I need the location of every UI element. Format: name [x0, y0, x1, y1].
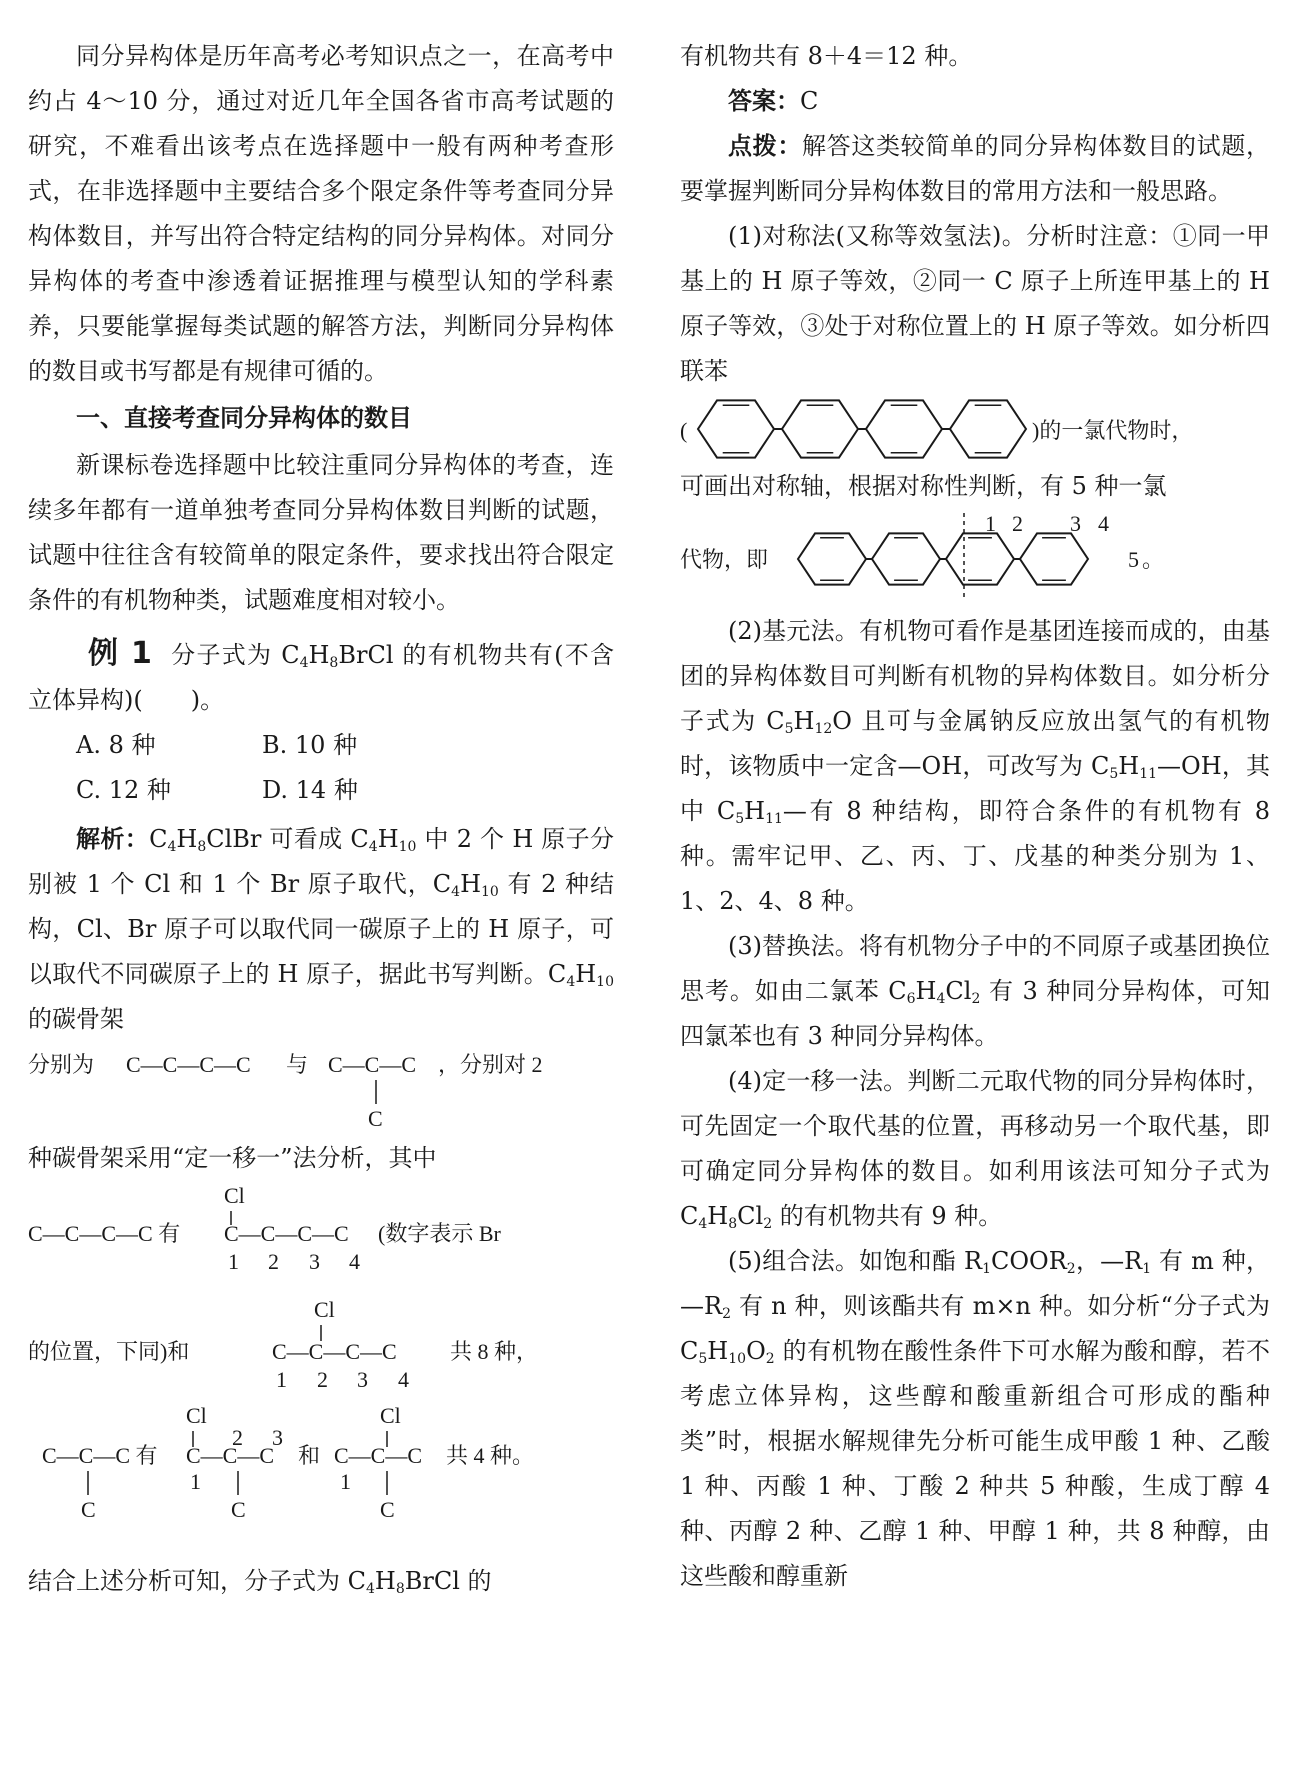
svg-text:共 4 种。: 共 4 种。	[446, 1443, 535, 1468]
quaterphenyl-line	[680, 394, 1270, 464]
chain-structure-2	[28, 1287, 614, 1397]
benzene-ring	[782, 400, 858, 457]
benzene-ring	[1020, 533, 1088, 584]
svg-text:和: 和	[298, 1443, 321, 1468]
labeled-quaterphenyl	[680, 509, 1270, 601]
answer-label: 答案：	[728, 87, 800, 115]
section-paragraph: 新课标卷选择题中比较注重同分异构体的考查，连续多年都有一道单独考查同分异构体数目判断的试题，试题中往往含有较简单的限定条件，要求找出符合限定条件的有机物种类，试题难度相对较小。	[28, 451, 614, 614]
option-c: C. 12 种	[76, 776, 171, 804]
svg-text:1: 1	[190, 1469, 201, 1494]
answer-value: C	[800, 87, 819, 115]
svg-text:Cl: Cl	[186, 1403, 207, 1428]
svg-text:Cl: Cl	[314, 1297, 335, 1322]
svg-text:C—C—C—C: C—C—C—C	[272, 1339, 397, 1364]
right-column	[680, 34, 1270, 1599]
svg-text:C: C	[380, 1497, 395, 1522]
section-heading: 一、直接考查同分异构体的数目	[76, 404, 412, 432]
svg-text:5: 5	[1128, 547, 1139, 572]
svg-text:C—C—C: C—C—C	[334, 1443, 423, 1468]
svg-text:。: 。	[1142, 547, 1165, 572]
svg-text:(数字表示 Br: (数字表示 Br	[378, 1221, 501, 1246]
svg-text:1: 1	[340, 1469, 351, 1494]
svg-text:Cl: Cl	[224, 1183, 245, 1208]
svg-text:1: 1	[228, 1249, 239, 1274]
example-question: 例 1 分子式为 $C_4H_8BrCl$ 的有机物共有(不含立体异构)( )。	[28, 636, 614, 714]
intro-paragraph: 同分异构体是历年高考必考知识点之一，在高考中约占 4～10 分，通过对近几年全国各省市高考试题的研究，不难看出该考点在选择题中一般有两种考查形式，在非选择题中主要结合多个限定条件等考查同分异构体数目，并写出符合特定结构的同分异构体。对同分异构体的考查中渗透着证据推理与模型认知的学科素养，只要能掌握每类试题的解答方法，判断同分异构体的数目或书写都是有规律可循的。	[28, 42, 614, 385]
svg-text:2: 2	[1012, 511, 1023, 536]
benzene-ring	[866, 400, 942, 457]
svg-text:2: 2	[232, 1425, 243, 1450]
chain-structure-1	[28, 1181, 614, 1281]
svg-text:3: 3	[309, 1249, 320, 1274]
svg-text:2: 2	[317, 1367, 328, 1392]
result-line: 有机物共有 8＋4＝12 种。	[680, 42, 973, 70]
method-2-paragraph: (2)基元法。有机物可看作是基团连接而成的，由基团的异构体数目可判断有机物的异构体数目。如分析分子式为 $C_5H_{12}O$ 且可与金属钠反应放出氢气的有机物时，该物质中一定含—OH，可改写为 $C_5H_{11}—OH$，其中 $C_5H_{11}—$有 8 种结构，即符合条件的有机物有 8 种。需牢记甲、乙、丙、丁、戊基的种类分别为 1、1、2、4、8 种。	[680, 617, 1270, 915]
svg-text:C—C—C—C: C—C—C—C	[224, 1221, 349, 1246]
option-a: A. 8 种	[76, 731, 156, 759]
svg-text:4: 4	[349, 1249, 360, 1274]
options-row-1	[28, 723, 614, 768]
method-5-paragraph: (5)组合法。如饱和酯 $R_1COOR_2$，$—R_1$ 有 m 种，$—R_2$ 有 n 种，则该酯共有 m×n 种。如分析“分子式为 $C_5H_{10}O_2$ 的有机物在酸性条件下可水解为酸和醇，若不考虑立体异构，这些醇和酸重新组合可形成的酯种类”时，根据水解规律先分析可能生成甲酸 1 种、乙酸 1 种、丙酸 1 种、丁酸 2 种共 5 种酸，生成丁醇 4 种、丙醇 2 种、乙醇 1 种、甲醇 1 种，共 8 种醇，由这些酸和醇重新	[680, 1247, 1270, 1590]
quaterphenyl-structure	[680, 394, 1270, 464]
method-1-paragraph: (1)对称法(又称等效氢法)。分析时注意：①同一甲基上的 H 原子等效，②同一 C 原子上所连甲基上的 H 原子等效，③处于对称位置上的 H 原子等效。如分析四联苯	[680, 222, 1270, 385]
skeleton-line	[28, 1042, 614, 1136]
svg-text:4: 4	[1098, 511, 1109, 536]
tip-paragraph: 点拨：解答这类较简单的同分异构体数目的试题，要掌握判断同分异构体数目的常用方法和一般思路。	[680, 132, 1270, 205]
option-d: D. 14 种	[262, 776, 358, 804]
conclusion-line: 结合上述分析可知，分子式为 $C_4H_8BrCl$ 的	[28, 1567, 492, 1597]
svg-text:C: C	[368, 1106, 383, 1131]
svg-text:)的一氯代物时，: )的一氯代物时，	[1032, 418, 1194, 443]
left-column	[28, 34, 614, 1604]
svg-text:，分别对 2: ，分别对 2	[438, 1052, 543, 1077]
option-b: B. 10 种	[262, 731, 358, 759]
svg-text:1: 1	[276, 1367, 287, 1392]
svg-text:(: (	[680, 418, 688, 443]
svg-text:4: 4	[398, 1367, 409, 1392]
svg-text:1: 1	[985, 511, 996, 536]
benzene-ring	[946, 533, 1014, 584]
example-label: 例 1	[88, 636, 152, 671]
analysis-line-2: 种碳骨架采用“定一移一”法分析，其中	[28, 1144, 437, 1172]
answer-line	[680, 79, 1270, 124]
svg-text:3: 3	[1070, 511, 1081, 536]
analysis-paragraph: 解析：$C_4H_8ClBr$ 可看成 $C_4H_{10}$ 中 2 个 H 原子分别被 1 个 Cl 和 1 个 Br 原子取代，$C_4H_{10}$ 有 2 种结构，Cl、Br 原子可以取代同一碳原子上的 H 原子，可以取代不同碳原子上的 H 原子，据此书写判断。$C_4H_{10}$ 的碳骨架	[28, 825, 615, 1033]
svg-text:分别为: 分别为	[28, 1052, 95, 1077]
tip-label: 点拨：	[728, 132, 802, 160]
svg-text:的位置，下同)和: 的位置，下同)和	[28, 1339, 190, 1364]
benzene-ring	[798, 533, 866, 584]
benzene-ring	[698, 400, 774, 457]
svg-text:3: 3	[357, 1367, 368, 1392]
svg-text:Cl: Cl	[380, 1403, 401, 1428]
svg-text:2: 2	[268, 1249, 279, 1274]
analysis-label: 解析：	[76, 825, 150, 853]
options-row-2	[28, 768, 614, 813]
svg-text:C: C	[81, 1497, 96, 1522]
method-1-line-b: 可画出对称轴，根据对称性判断，有 5 种一氯	[680, 472, 1167, 500]
benzene-ring	[950, 400, 1026, 457]
svg-text:C—C—C 有: C—C—C 有	[42, 1443, 158, 1468]
svg-text:共 8 种，: 共 8 种，	[450, 1339, 539, 1364]
labeled-quaterphenyl-line	[680, 509, 1270, 601]
svg-text:与: 与	[286, 1052, 309, 1077]
svg-text:C—C—C: C—C—C	[186, 1443, 275, 1468]
svg-text:代物，即: 代物，即	[680, 547, 769, 572]
method-4-paragraph: (4)定一移一法。判断二元取代物的同分异构体时，可先固定一个取代基的位置，再移动另一个取代基，即可确定同分异构体的数目。如利用该法可知分子式为 $C_4H_8Cl_2$ 的有机物共有 9 种。	[680, 1067, 1270, 1232]
svg-text:C—C—C—C: C—C—C—C	[126, 1052, 251, 1077]
svg-text:C: C	[231, 1497, 246, 1522]
method-3-paragraph: (3)替换法。将有机物分子中的不同原子或基团换位思考。如由二氯苯 $C_6H_4Cl_2$ 有 3 种同分异构体，可知四氯苯也有 3 种同分异构体。	[680, 932, 1270, 1050]
branch-structures	[28, 1403, 614, 1553]
svg-text:3: 3	[272, 1425, 283, 1450]
skeleton-structures	[28, 1042, 614, 1136]
benzene-ring	[872, 533, 940, 584]
svg-text:C—C—C—C 有: C—C—C—C 有	[28, 1221, 181, 1246]
svg-text:C—C—C: C—C—C	[328, 1052, 417, 1077]
